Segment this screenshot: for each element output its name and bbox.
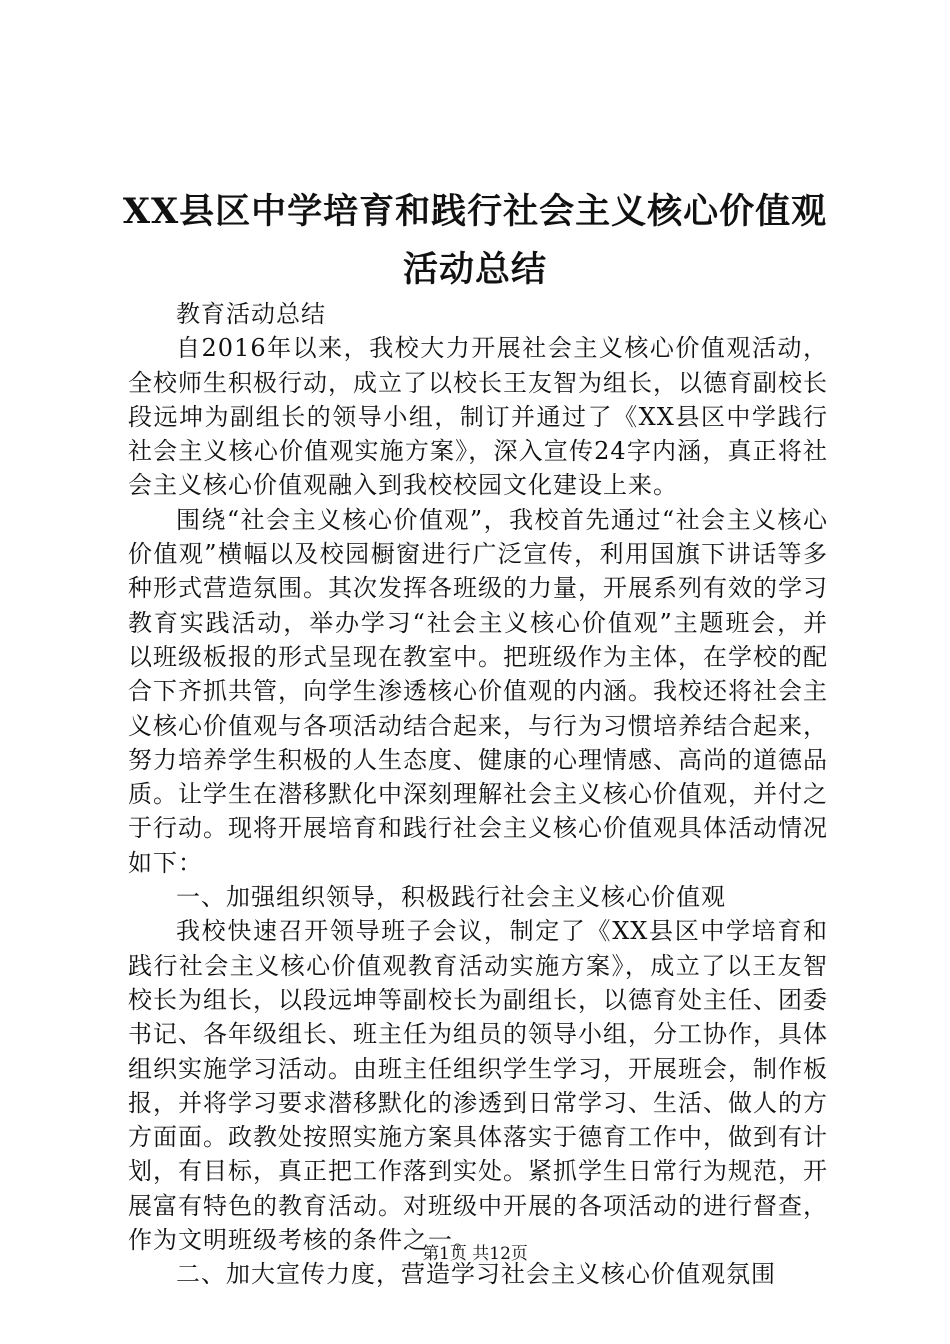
document-body — [128, 297, 828, 1292]
document-title-line1: XX县区中学培育和践行社会主义核心价值观 — [122, 191, 828, 232]
document-title-line2: 活动总结 — [402, 249, 547, 290]
paragraph-intro: 自2016年以来，我校大力开展社会主义核心价值观活动，全校师生积极行动，成立了以校长王友智为组长，以德育副校长段远坤为副组长的领导小组，制订并通过了《XX县区中学践行社会主义核心价值观实施方案》，深入宣传24字内涵，真正将社会主义核心价值观融入到我校校园文化建设上来。 — [128, 334, 828, 500]
page-number-footer: 第1页 共12页 — [422, 1244, 528, 1264]
section-heading-2: 二、加大宣传力度，营造学习社会主义核心价值观氛围 — [176, 1260, 776, 1289]
paragraph-subtitle: 教育活动总结 — [176, 300, 326, 328]
paragraph-overview: 围绕“社会主义核心价值观”，我校首先通过“社会主义核心价值观”横幅以及校园橱窗进行广泛宣传，利用国旗下讲话等多种形式营造氛围。其次发挥各班级的力量，开展系列有效的学习教育实践活动，举办学习“社会主义核心价值观”主题班会，并以班级板报的形式呈现在教室中。把班级作为主体，在学校的配合下齐抓共管，向学生渗透核心价值观的内涵。我校还将社会主义核心价值观与各项活动结合起来，与行为习惯培养结合起来，努力培养学生积极的人生态度、健康的心理情感、高尚的道德品质。让学生在潜移默化中深刻理解社会主义核心价值观，并付之于行动。现将开展培育和践行社会主义核心价值观具体活动情况如下： — [128, 505, 828, 877]
paragraph-section-1: 我校快速召开领导班子会议，制定了《XX县区中学培育和践行社会主义核心价值观教育活动实施方案》，成立了以王友智校长为组长，以段远坤等副校长为副组长，以德育处主任、团委书记、各年级组长、班主任为组员的领导小组，分工协作，具体组织实施学习活动。由班主任组织学生学习，开展班会，制作板报，并将学习要求潜移默化的渗透到日常学习、生活、做人的方方面面。政教处按照实施方案具体落实于德育工作中，做到有计划，有目标，真正把工作落到实处。紧抓学生日常行为规范，开展富有特色的教育活动。对班级中开展的各项活动的进行督查，作为文明班级考核的条件之一。 — [128, 917, 828, 1255]
section-heading-1: 一、加强组织领导，积极践行社会主义核心价值观 — [176, 883, 726, 912]
